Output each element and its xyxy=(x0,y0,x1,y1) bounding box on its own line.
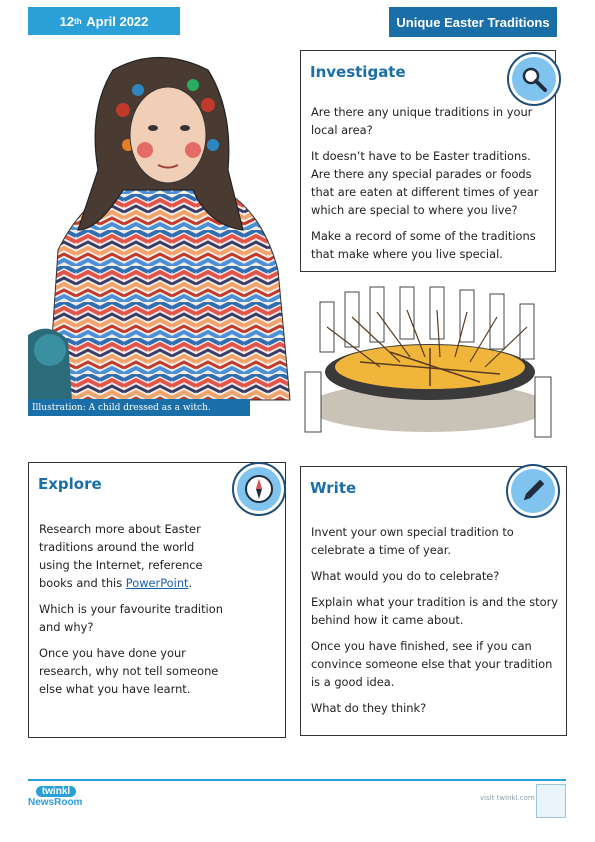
page-title: Unique Easter Traditions xyxy=(389,7,557,37)
date-day: 12 xyxy=(59,13,75,29)
investigate-paragraph: Are there any unique traditions in your local area? xyxy=(311,105,533,137)
investigate-paragraph: It doesn’t have to be Easter traditions. Are there any special parades or foods that are eaten at different times of year which are special to where you live? xyxy=(311,149,539,217)
write-paragraph: Once you have finished, see if you can convince someone else that your tradition is a good idea. xyxy=(311,639,553,689)
powerpoint-link[interactable]: PowerPoint xyxy=(125,576,189,590)
explore-paragraph: Once you have done your research, why not tell someone else what you have learnt. xyxy=(39,646,219,696)
compass-icon xyxy=(232,462,286,516)
explore-heading: Explore xyxy=(38,475,102,493)
giant-paella-illustration xyxy=(300,282,556,442)
investigate-heading: Investigate xyxy=(310,63,406,81)
explore-body xyxy=(39,520,227,706)
write-heading: Write xyxy=(310,479,357,497)
write-paragraph: Invent your own special tradition to celebrate a time of year. xyxy=(311,525,514,557)
explore-text: . xyxy=(188,576,193,590)
illustration-caption: Illustration: A child dressed as a witch. xyxy=(28,399,250,416)
write-body xyxy=(311,523,561,725)
explore-text: Research more about Easter traditions around the world using the Internet, reference books and this xyxy=(39,522,203,590)
pencil-icon xyxy=(506,464,560,518)
explore-paragraph xyxy=(39,520,227,592)
write-paragraph: Explain what your tradition is and the story behind how it came about. xyxy=(311,595,558,627)
quality-badge-icon xyxy=(536,784,566,818)
write-paragraph: What do they think? xyxy=(311,701,427,715)
logo-bottom-text: NewsRoom xyxy=(28,797,83,808)
witch-child-illustration xyxy=(28,50,294,416)
investigate-body xyxy=(311,103,553,271)
logo-top-text: twinkl xyxy=(36,786,76,797)
date-tab xyxy=(28,7,180,35)
twinkl-newsroom-logo xyxy=(28,786,88,808)
date-rest: April 2022 xyxy=(86,13,149,29)
footer-url[interactable]: visit twinkl.com xyxy=(480,794,535,802)
explore-paragraph: Which is your favourite tradition and why? xyxy=(39,602,223,634)
magnifying-glass-icon xyxy=(507,52,561,106)
footer-divider xyxy=(28,779,566,781)
write-paragraph: What would you do to celebrate? xyxy=(311,569,500,583)
investigate-paragraph: Make a record of some of the traditions that make where you live special. xyxy=(311,229,536,261)
date-suffix: th xyxy=(74,16,82,26)
